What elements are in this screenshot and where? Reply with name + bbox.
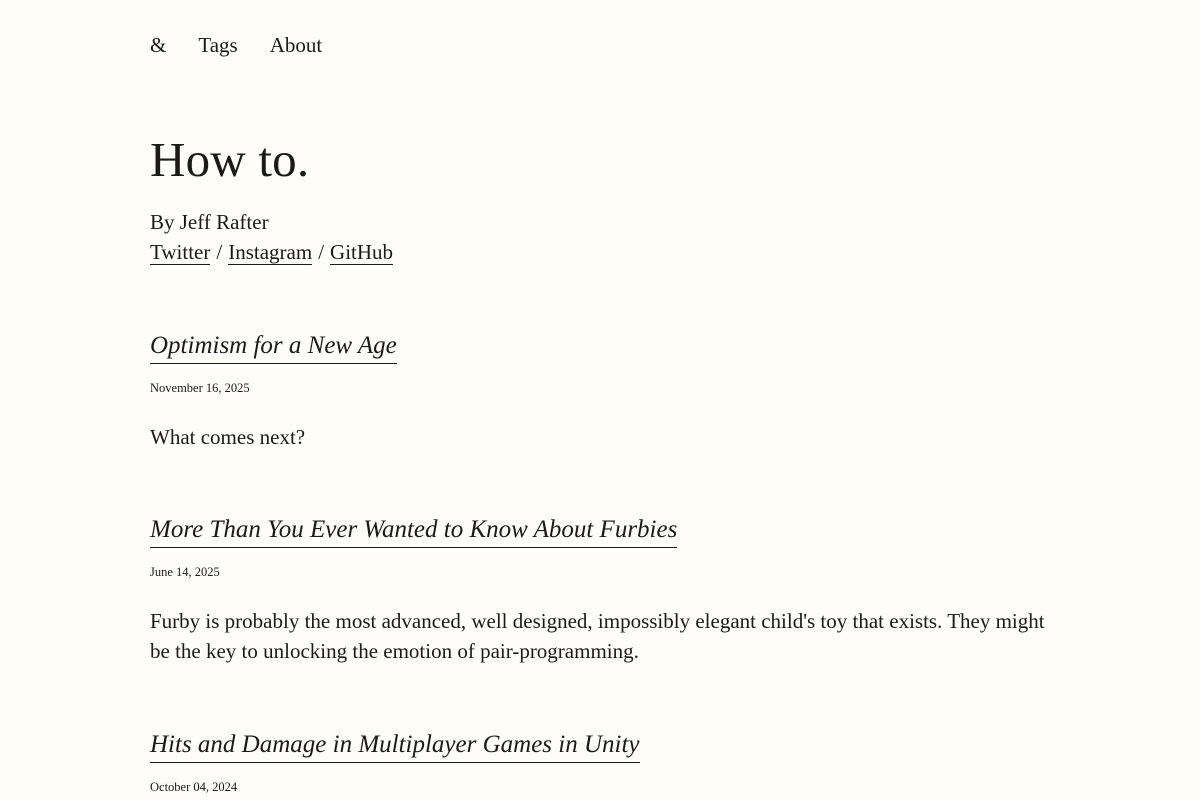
post-title-link[interactable]: More Than You Ever Wanted to Know About Furbies	[150, 513, 677, 548]
social-links	[150, 237, 393, 267]
nav-tags-link[interactable]: Tags	[198, 33, 238, 57]
post-title-link[interactable]: Optimism for a New Age	[150, 329, 397, 364]
instagram-link[interactable]: Instagram	[228, 240, 313, 264]
post-date: June 14, 2025	[150, 565, 220, 579]
post-item	[150, 513, 1050, 666]
post-item	[150, 728, 1050, 795]
nav-home-link[interactable]: &	[150, 33, 167, 57]
post-title-link[interactable]: Hits and Damage in Multiplayer Games in Unity	[150, 728, 640, 763]
nav-about-link[interactable]: About	[269, 33, 323, 57]
author-byline: By Jeff Rafter	[150, 210, 269, 234]
post-excerpt: Furby is probably the most advanced, well designed, impossibly elegant child's toy that exists. They might be the key to unlocking the emotion of pair-programming.	[150, 609, 1045, 663]
post-excerpt: What comes next?	[150, 425, 306, 449]
top-nav	[150, 30, 322, 60]
social-separator: /	[216, 240, 223, 264]
social-separator: /	[318, 240, 325, 264]
post-date: November 16, 2025	[150, 381, 250, 395]
github-link[interactable]: GitHub	[330, 240, 394, 264]
twitter-link[interactable]: Twitter	[150, 240, 211, 264]
post-item	[150, 329, 1050, 452]
site-title: How to.	[150, 132, 310, 187]
post-date: October 04, 2024	[150, 780, 238, 794]
